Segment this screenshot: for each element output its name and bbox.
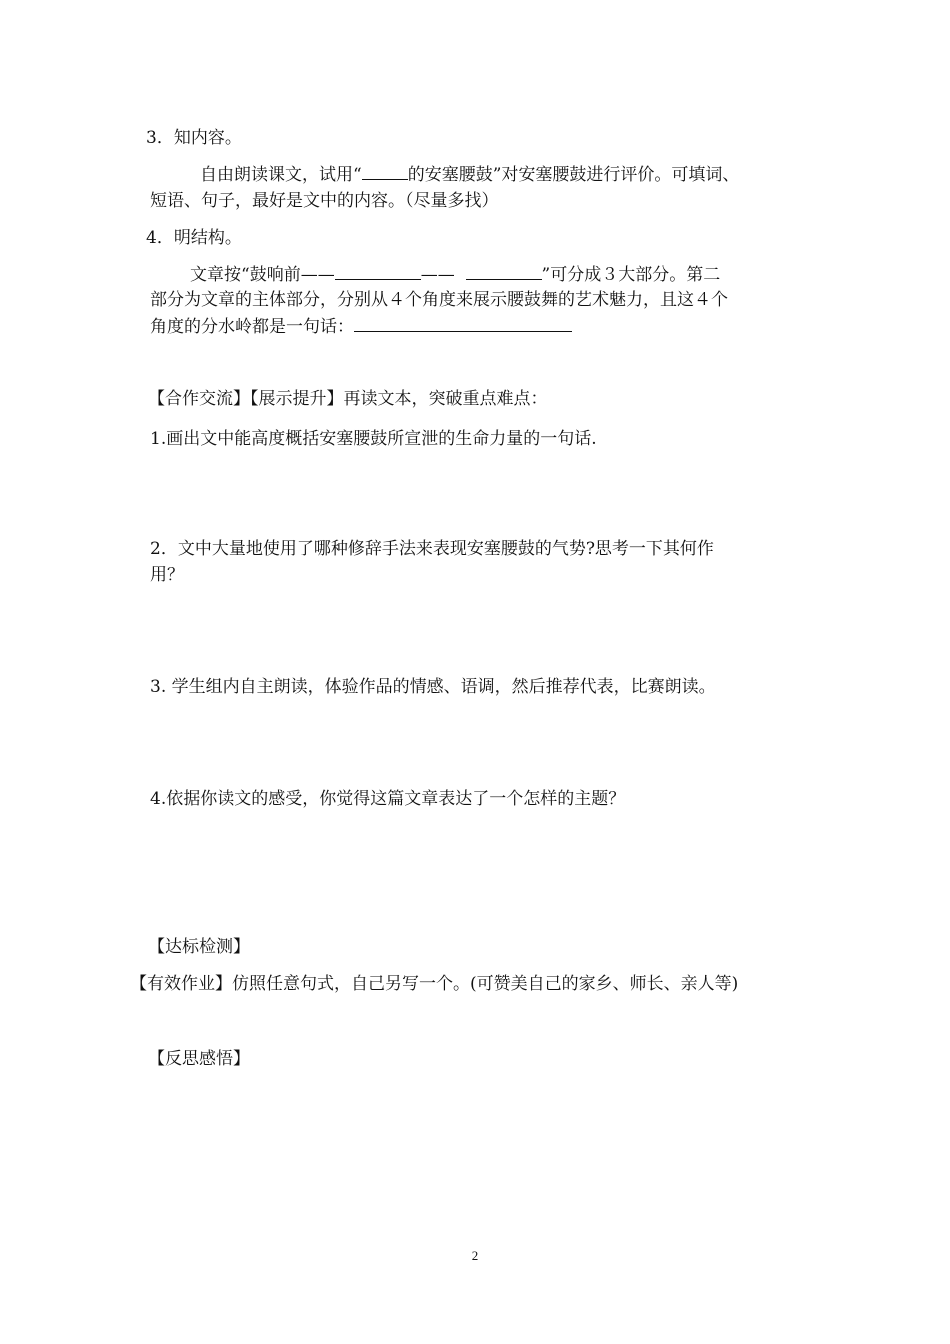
- question-2-line-2: 用？: [150, 565, 184, 585]
- section-4-line-1-dash: ——: [420, 265, 455, 285]
- section-4-line-1-start: 文章按“鼓响前——: [190, 265, 335, 285]
- question-1: 1.画出文中能高度概括安塞腰鼓所宣泄的生命力量的一句话.: [150, 429, 597, 449]
- section-3-line-1: [200, 163, 739, 186]
- section-4-line-3-text: 角度的分水岭都是一句话：: [150, 317, 354, 337]
- section-4-line-1: [190, 263, 720, 286]
- section-4-line-3: [150, 315, 572, 338]
- cooperation-heading: 【合作交流】【展示提升】再读文本，突破重点难点：: [148, 389, 548, 409]
- section-3-line-1-end: 的安塞腰鼓”对安塞腰鼓进行评价。可填词、: [407, 165, 740, 185]
- question-2-line-1: 2．文中大量地使用了哪种修辞手法来表现安塞腰鼓的气势?思考一下其何作: [150, 539, 714, 559]
- question-3: 3. 学生组内自主朗读，体验作品的情感、语调，然后推荐代表，比赛朗读。: [150, 677, 716, 697]
- assessment-heading: 【达标检测】: [148, 937, 250, 957]
- reflection-heading: 【反思感悟】: [148, 1049, 250, 1069]
- fill-blank-1: [362, 163, 408, 180]
- fill-blank-4: [354, 315, 572, 332]
- section-3-line-1-start: 自由朗读课文，试用“: [200, 165, 362, 185]
- fill-blank-2: [335, 263, 421, 280]
- section-4-line-1-end: ”可分成３大部分。第二: [541, 265, 721, 285]
- question-4: 4.依据你读文的感受，你觉得这篇文章表达了一个怎样的主题？: [150, 789, 626, 809]
- section-3-line-2: 短语、句子，最好是文中的内容。（尽量多找）: [150, 191, 499, 211]
- homework-line: 【有效作业】仿照任意句式，自己另写一个。(可赞美自己的家乡、师长、亲人等): [130, 974, 739, 994]
- section-3-title: 3．知内容。: [146, 128, 242, 148]
- section-4-line-2: 部分为文章的主体部分，分别从４个角度来展示腰鼓舞的艺术魅力，且这４个: [150, 290, 728, 310]
- section-4-title: 4．明结构。: [146, 228, 242, 248]
- fill-blank-3: [466, 263, 542, 280]
- page-number: 2: [471, 1248, 479, 1263]
